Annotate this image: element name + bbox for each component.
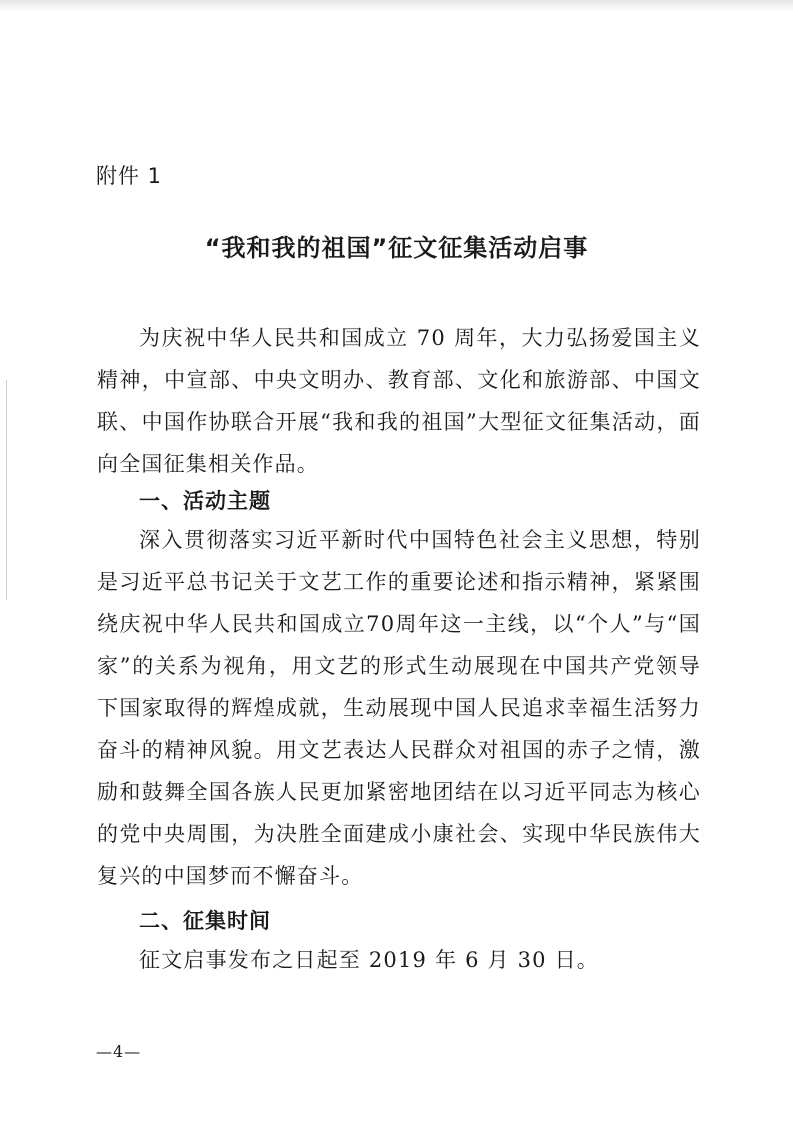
section-heading-theme: 一、活动主题 — [139, 489, 271, 513]
document-title: “我和我的祖国”征文征集活动启事 — [204, 234, 589, 262]
scan-shadow — [0, 0, 793, 12]
section-heading-period: 二、征集时间 — [139, 909, 271, 933]
section-body-theme: 深入贯彻落实习近平新时代中国特色社会主义思想，特别是习近平总书记关于文艺工作的重要论述和指示精神，紧紧围绕庆祝中华人民共和国成立70周年这一主线，以“个人”与“国家”的关系为视角，用文艺的形式生动展现在中国共产党领导下国家取得的辉煌成就，生动展现中国人民追求幸福生活努力奋斗的精神风貌。用文艺表达人民群众对祖国的赤子之情，激励和鼓舞全国各族人民更加紧密地团结在以习近平同志为核心的党中央周围，为决胜全面建成小康社会、实现中华民族伟大复兴的中国梦而不懈奋斗。 — [97, 528, 701, 888]
intro-paragraph: 为庆祝中华人民共和国成立 70 周年，大力弘扬爱国主义精神，中宣部、中央文明办、教育部、文化和旅游部、中国文联、中国作协联合开展“我和我的祖国”大型征文征集活动，面向全国征集相关作品。 — [97, 326, 701, 476]
section-body-period: 征文启事发布之日起至 2019 年 6 月 30 日。 — [139, 948, 599, 972]
attachment-label: 附件 1 — [96, 164, 163, 188]
scan-edge-line — [6, 380, 7, 600]
page-number: —4— — [96, 1042, 142, 1061]
